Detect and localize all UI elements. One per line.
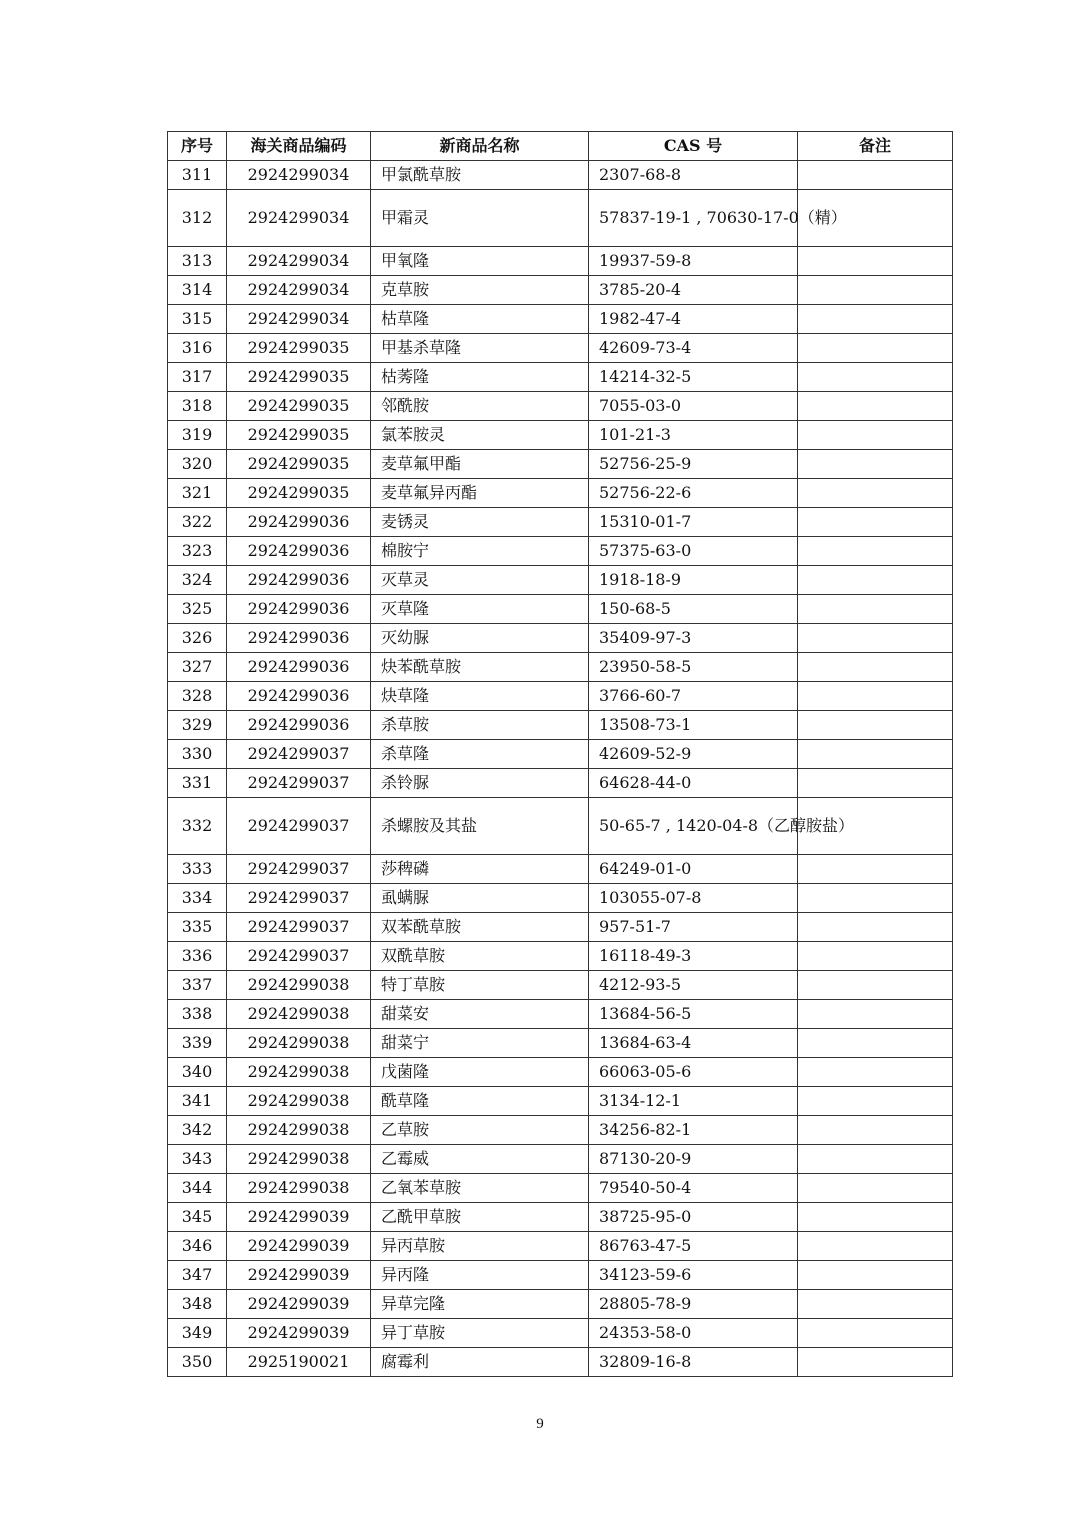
table-row: [168, 682, 953, 711]
cell-cas-number: 86763-47-5: [589, 1232, 798, 1261]
table-row: [168, 913, 953, 942]
cell-remarks: [798, 855, 953, 884]
cell-product-name: 甜菜宁: [371, 1029, 589, 1058]
cell-remarks: [798, 942, 953, 971]
cell-remarks: [798, 595, 953, 624]
cell-cas-number: 150-68-5: [589, 595, 798, 624]
cell-remarks: [798, 1348, 953, 1377]
cell-customs-code: 2924299038: [227, 1087, 371, 1116]
cell-customs-code: 2924299036: [227, 624, 371, 653]
cell-customs-code: 2924299037: [227, 884, 371, 913]
table-row: [168, 855, 953, 884]
cell-cas-number: 101-21-3: [589, 421, 798, 450]
cell-cas-number: 957-51-7: [589, 913, 798, 942]
cell-cas-number: 50-65-7 , 1420-04-8（乙醇胺盐）: [589, 798, 798, 855]
cell-serial: 335: [168, 913, 227, 942]
table-row: [168, 1290, 953, 1319]
cell-customs-code: 2924299035: [227, 334, 371, 363]
cell-product-name: 氯苯胺灵: [371, 421, 589, 450]
cell-remarks: [798, 1087, 953, 1116]
cell-product-name: 麦草氟异丙酯: [371, 479, 589, 508]
cell-remarks: [798, 276, 953, 305]
cell-product-name: 酰草隆: [371, 1087, 589, 1116]
cell-serial: 347: [168, 1261, 227, 1290]
cell-serial: 345: [168, 1203, 227, 1232]
table-row: [168, 1116, 953, 1145]
header-customs-code: 海关商品编码: [227, 132, 371, 161]
cell-customs-code: 2924299034: [227, 190, 371, 247]
cell-serial: 318: [168, 392, 227, 421]
cell-product-name: 麦草氟甲酯: [371, 450, 589, 479]
cell-remarks: [798, 653, 953, 682]
table-row: [168, 479, 953, 508]
cell-customs-code: 2924299034: [227, 305, 371, 334]
cell-remarks: [798, 1058, 953, 1087]
cell-customs-code: 2924299034: [227, 247, 371, 276]
cell-customs-code: 2924299037: [227, 855, 371, 884]
table-row: [168, 508, 953, 537]
cell-product-name: 异丁草胺: [371, 1319, 589, 1348]
cell-customs-code: 2924299037: [227, 913, 371, 942]
cell-cas-number: 57375-63-0: [589, 537, 798, 566]
cell-cas-number: 28805-78-9: [589, 1290, 798, 1319]
cell-remarks: [798, 247, 953, 276]
table-row: [168, 1232, 953, 1261]
table-row: [168, 276, 953, 305]
cell-product-name: 乙氧苯草胺: [371, 1174, 589, 1203]
cell-remarks: [798, 971, 953, 1000]
cell-remarks: [798, 913, 953, 942]
cell-cas-number: 42609-52-9: [589, 740, 798, 769]
cell-cas-number: 7055-03-0: [589, 392, 798, 421]
cell-serial: 329: [168, 711, 227, 740]
cell-serial: 312: [168, 190, 227, 247]
cell-serial: 316: [168, 334, 227, 363]
cell-remarks: [798, 392, 953, 421]
cell-remarks: [798, 566, 953, 595]
cell-remarks: [798, 682, 953, 711]
cell-cas-number: 1918-18-9: [589, 566, 798, 595]
cell-product-name: 炔苯酰草胺: [371, 653, 589, 682]
cell-remarks: [798, 1203, 953, 1232]
table-body: [168, 161, 953, 1377]
cell-cas-number: 4212-93-5: [589, 971, 798, 1000]
cell-remarks: [798, 769, 953, 798]
cell-product-name: 甲霜灵: [371, 190, 589, 247]
cell-product-name: 枯莠隆: [371, 363, 589, 392]
cell-serial: 315: [168, 305, 227, 334]
table-row: [168, 653, 953, 682]
cell-customs-code: 2924299034: [227, 276, 371, 305]
cell-serial: 330: [168, 740, 227, 769]
cell-product-name: 杀草隆: [371, 740, 589, 769]
cell-cas-number: 64249-01-0: [589, 855, 798, 884]
cell-serial: 343: [168, 1145, 227, 1174]
cell-product-name: 甜菜安: [371, 1000, 589, 1029]
cell-cas-number: 42609-73-4: [589, 334, 798, 363]
cell-remarks: [798, 334, 953, 363]
cell-product-name: 特丁草胺: [371, 971, 589, 1000]
cell-remarks: [798, 508, 953, 537]
cell-product-name: 腐霉利: [371, 1348, 589, 1377]
cell-remarks: [798, 537, 953, 566]
cell-cas-number: 3766-60-7: [589, 682, 798, 711]
cell-remarks: [798, 1116, 953, 1145]
table-row: [168, 1000, 953, 1029]
cell-cas-number: 24353-58-0: [589, 1319, 798, 1348]
cell-cas-number: 2307-68-8: [589, 161, 798, 190]
table-row: [168, 566, 953, 595]
cell-customs-code: 2924299038: [227, 1000, 371, 1029]
cell-customs-code: 2924299035: [227, 479, 371, 508]
cell-cas-number: 34123-59-6: [589, 1261, 798, 1290]
table-row: [168, 392, 953, 421]
cell-customs-code: 2924299034: [227, 161, 371, 190]
cell-cas-number: 66063-05-6: [589, 1058, 798, 1087]
cell-product-name: 异丙草胺: [371, 1232, 589, 1261]
cell-cas-number: 64628-44-0: [589, 769, 798, 798]
cell-customs-code: 2924299037: [227, 942, 371, 971]
cell-product-name: 莎稗磷: [371, 855, 589, 884]
cell-product-name: 异丙隆: [371, 1261, 589, 1290]
cell-cas-number: 14214-32-5: [589, 363, 798, 392]
table-row: [168, 1261, 953, 1290]
cell-remarks: [798, 624, 953, 653]
cell-product-name: 异草完隆: [371, 1290, 589, 1319]
cell-customs-code: 2924299038: [227, 1058, 371, 1087]
cell-product-name: 甲氧隆: [371, 247, 589, 276]
cell-serial: 350: [168, 1348, 227, 1377]
cell-cas-number: 3785-20-4: [589, 276, 798, 305]
cell-product-name: 灭草隆: [371, 595, 589, 624]
cell-serial: 349: [168, 1319, 227, 1348]
cell-product-name: 邻酰胺: [371, 392, 589, 421]
cell-remarks: [798, 884, 953, 913]
table-row: [168, 161, 953, 190]
table-row: [168, 363, 953, 392]
cell-customs-code: 2924299035: [227, 450, 371, 479]
cell-remarks: [798, 450, 953, 479]
cell-customs-code: 2924299035: [227, 421, 371, 450]
cell-customs-code: 2925190021: [227, 1348, 371, 1377]
table-row: [168, 942, 953, 971]
cell-cas-number: 87130-20-9: [589, 1145, 798, 1174]
table-row: [168, 798, 953, 855]
cell-cas-number: 52756-25-9: [589, 450, 798, 479]
table-row: [168, 1348, 953, 1377]
cell-remarks: [798, 363, 953, 392]
cell-serial: 342: [168, 1116, 227, 1145]
cell-product-name: 枯草隆: [371, 305, 589, 334]
cell-cas-number: 52756-22-6: [589, 479, 798, 508]
cell-cas-number: 16118-49-3: [589, 942, 798, 971]
cell-product-name: 灭幼脲: [371, 624, 589, 653]
table-row: [168, 971, 953, 1000]
table-row: [168, 1319, 953, 1348]
cell-remarks: [798, 1000, 953, 1029]
cell-customs-code: 2924299039: [227, 1232, 371, 1261]
cell-customs-code: 2924299038: [227, 1029, 371, 1058]
cell-product-name: 双苯酰草胺: [371, 913, 589, 942]
cell-customs-code: 2924299037: [227, 769, 371, 798]
cell-remarks: [798, 1290, 953, 1319]
cell-serial: 346: [168, 1232, 227, 1261]
table-row: [168, 1058, 953, 1087]
cell-cas-number: 1982-47-4: [589, 305, 798, 334]
cell-cas-number: 13508-73-1: [589, 711, 798, 740]
cell-product-name: 甲基杀草隆: [371, 334, 589, 363]
cell-serial: 339: [168, 1029, 227, 1058]
cell-cas-number: 15310-01-7: [589, 508, 798, 537]
table-row: [168, 247, 953, 276]
header-serial: 序号: [168, 132, 227, 161]
cell-remarks: [798, 1145, 953, 1174]
cell-customs-code: 2924299036: [227, 537, 371, 566]
cell-cas-number: 13684-56-5: [589, 1000, 798, 1029]
cell-product-name: 乙霉威: [371, 1145, 589, 1174]
cell-serial: 338: [168, 1000, 227, 1029]
table-row: [168, 740, 953, 769]
cell-serial: 333: [168, 855, 227, 884]
cell-serial: 334: [168, 884, 227, 913]
cell-customs-code: 2924299036: [227, 653, 371, 682]
cell-remarks: [798, 740, 953, 769]
table-row: [168, 421, 953, 450]
cell-remarks: [798, 1232, 953, 1261]
table-row: [168, 1029, 953, 1058]
cell-customs-code: 2924299036: [227, 595, 371, 624]
cell-serial: 311: [168, 161, 227, 190]
cell-serial: 332: [168, 798, 227, 855]
table-row: [168, 1087, 953, 1116]
cell-serial: 331: [168, 769, 227, 798]
cell-customs-code: 2924299035: [227, 363, 371, 392]
table-row: [168, 595, 953, 624]
cell-serial: 336: [168, 942, 227, 971]
table-row: [168, 537, 953, 566]
cell-serial: 325: [168, 595, 227, 624]
cell-product-name: 棉胺宁: [371, 537, 589, 566]
cell-customs-code: 2924299037: [227, 798, 371, 855]
cell-serial: 321: [168, 479, 227, 508]
cell-cas-number: 79540-50-4: [589, 1174, 798, 1203]
cell-product-name: 乙酰甲草胺: [371, 1203, 589, 1232]
cell-serial: 341: [168, 1087, 227, 1116]
cell-product-name: 杀铃脲: [371, 769, 589, 798]
cell-product-name: 杀草胺: [371, 711, 589, 740]
cell-serial: 328: [168, 682, 227, 711]
cell-product-name: 甲氯酰草胺: [371, 161, 589, 190]
cell-customs-code: 2924299039: [227, 1290, 371, 1319]
cell-product-name: 乙草胺: [371, 1116, 589, 1145]
cell-serial: 317: [168, 363, 227, 392]
cell-serial: 348: [168, 1290, 227, 1319]
table-row: [168, 769, 953, 798]
table-header-row: [168, 132, 953, 161]
cell-product-name: 克草胺: [371, 276, 589, 305]
cell-customs-code: 2924299039: [227, 1203, 371, 1232]
cell-cas-number: 103055-07-8: [589, 884, 798, 913]
cell-remarks: [798, 1029, 953, 1058]
cell-product-name: 杀螺胺及其盐: [371, 798, 589, 855]
cell-serial: 340: [168, 1058, 227, 1087]
header-remarks: 备注: [798, 132, 953, 161]
cell-product-name: 麦锈灵: [371, 508, 589, 537]
table-row: [168, 624, 953, 653]
cell-serial: 323: [168, 537, 227, 566]
table-row: [168, 305, 953, 334]
cell-customs-code: 2924299038: [227, 971, 371, 1000]
cell-product-name: 炔草隆: [371, 682, 589, 711]
cell-cas-number: 35409-97-3: [589, 624, 798, 653]
cell-customs-code: 2924299039: [227, 1319, 371, 1348]
cell-product-name: 戊菌隆: [371, 1058, 589, 1087]
cell-product-name: 双酰草胺: [371, 942, 589, 971]
cell-customs-code: 2924299036: [227, 508, 371, 537]
cell-customs-code: 2924299038: [227, 1116, 371, 1145]
cell-cas-number: 13684-63-4: [589, 1029, 798, 1058]
table-row: [168, 190, 953, 247]
cell-customs-code: 2924299036: [227, 566, 371, 595]
commodity-table: [167, 131, 953, 1377]
cell-customs-code: 2924299037: [227, 740, 371, 769]
cell-remarks: [798, 305, 953, 334]
cell-serial: 313: [168, 247, 227, 276]
cell-serial: 327: [168, 653, 227, 682]
cell-serial: 314: [168, 276, 227, 305]
table-row: [168, 334, 953, 363]
cell-cas-number: 19937-59-8: [589, 247, 798, 276]
table-row: [168, 1203, 953, 1232]
cell-cas-number: 34256-82-1: [589, 1116, 798, 1145]
cell-remarks: [798, 479, 953, 508]
cell-serial: 324: [168, 566, 227, 595]
cell-cas-number: 3134-12-1: [589, 1087, 798, 1116]
cell-cas-number: 32809-16-8: [589, 1348, 798, 1377]
cell-serial: 322: [168, 508, 227, 537]
cell-remarks: [798, 161, 953, 190]
table-row: [168, 1145, 953, 1174]
cell-product-name: 虱螨脲: [371, 884, 589, 913]
header-product-name: 新商品名称: [371, 132, 589, 161]
cell-serial: 326: [168, 624, 227, 653]
cell-customs-code: 2924299038: [227, 1145, 371, 1174]
cell-serial: 319: [168, 421, 227, 450]
cell-remarks: [798, 1319, 953, 1348]
cell-serial: 344: [168, 1174, 227, 1203]
header-cas-number: CAS 号: [589, 132, 798, 161]
cell-customs-code: 2924299036: [227, 711, 371, 740]
cell-customs-code: 2924299035: [227, 392, 371, 421]
cell-customs-code: 2924299036: [227, 682, 371, 711]
cell-customs-code: 2924299038: [227, 1174, 371, 1203]
cell-cas-number: 23950-58-5: [589, 653, 798, 682]
cell-remarks: [798, 1261, 953, 1290]
cell-remarks: [798, 1174, 953, 1203]
table-row: [168, 450, 953, 479]
cell-serial: 337: [168, 971, 227, 1000]
cell-customs-code: 2924299039: [227, 1261, 371, 1290]
page-number: 9: [536, 1416, 544, 1432]
cell-product-name: 灭草灵: [371, 566, 589, 595]
cell-cas-number: 57837-19-1 , 70630-17-0（精）: [589, 190, 798, 247]
table-row: [168, 884, 953, 913]
table-row: [168, 1174, 953, 1203]
cell-remarks: [798, 711, 953, 740]
cell-cas-number: 38725-95-0: [589, 1203, 798, 1232]
table-row: [168, 711, 953, 740]
cell-serial: 320: [168, 450, 227, 479]
cell-remarks: [798, 421, 953, 450]
